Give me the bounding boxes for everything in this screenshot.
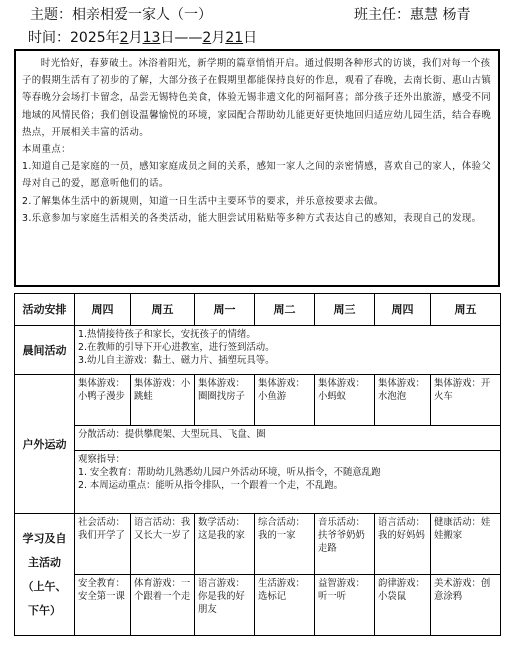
study-am-cell: 社会活动：我们开学了 (75, 514, 131, 575)
outdoor-games-row (15, 375, 501, 426)
study-pm-cell: 美术游戏：创意涂鸦 (431, 575, 501, 636)
corner-cell: 活动安排 (15, 294, 75, 326)
intro-paragraph: 时光恰好，春萝破土。沐浴着阳光，新学期的篇章悄悄开启。通过假期各种形式的访谈，我们对每一个孩子的假期生活有了初步的了解，大部分孩子在假期里都能保持良好的作息，观看了春晚，去南长街、惠山古镇等春晚分会场打卡留念，品尝无锡特色美食，体验无锡非遗文化的阿福阿喜；部分孩子还外出旅游，感受不同地域的风情民俗；我们创设温馨愉悦的环境，家园配合帮助幼儿能更好更快地回归适应幼儿园生活，结合春晚热点，开展相关丰富的活动。 (22, 58, 492, 138)
morning-label: 晨间活动 (15, 326, 75, 375)
study-am-cell: 语言活动：我的好妈妈 (375, 514, 431, 575)
time-day-start: 13 (142, 30, 161, 46)
day-header: 周四 (75, 294, 131, 326)
study-label-line: （上午、 (22, 579, 67, 593)
schedule-table (14, 293, 501, 636)
day-header: 周三 (315, 294, 375, 326)
focus-point-1: 1.知道自己是家庭的一员，感知家庭成员之间的关系，感知一家人之间的亲密情感，喜欢自己的家人，体验父母对自己的爱，愿意听他们的话。 (22, 161, 492, 190)
theme-value: 相亲相爱一家人（一） (72, 7, 212, 23)
guide-item: 2. 本周运动重点：能听从指令排队，一个跟着一个走，不乱跑。 (78, 480, 344, 491)
time-day-unit-end: 日 (243, 30, 258, 46)
day-header: 周一 (195, 294, 255, 326)
study-am-cell: 综合活动：我的一家 (255, 514, 315, 575)
teacher-value: 惠慧 杨青 (410, 7, 471, 23)
time-month-end: 2 (202, 30, 212, 46)
study-label (15, 514, 75, 636)
outdoor-scattered-row (15, 426, 501, 451)
morning-item: 3.幼儿自主游戏：黏土、磁力片、插塑玩具等。 (78, 355, 275, 366)
morning-row (15, 326, 501, 375)
study-am-row (15, 514, 501, 575)
day-header: 周二 (255, 294, 315, 326)
study-pm-cell: 语言游戏：你是我的好朋友 (195, 575, 255, 636)
study-pm-cell: 韵律游戏：小袋鼠 (375, 575, 431, 636)
header-row (15, 294, 501, 326)
study-pm-cell: 益智游戏：听一听 (315, 575, 375, 636)
outdoor-game: 集体游戏：小蚂蚁 (315, 375, 375, 426)
outdoor-label: 户外运动 (15, 375, 75, 514)
study-label-line: 学习及自 (22, 531, 67, 545)
time-line (28, 27, 257, 47)
morning-content (75, 326, 501, 375)
time-month-start: 2 (119, 30, 129, 46)
study-pm-cell: 生活游戏：选标记 (255, 575, 315, 636)
day-header: 周五 (431, 294, 501, 326)
time-month-unit-end: 月 (211, 30, 226, 46)
study-am-cell: 数学活动：这是我的家 (195, 514, 255, 575)
outdoor-guide-row (15, 451, 501, 514)
study-label-line: 主活动 (28, 555, 61, 569)
guide-content (75, 451, 501, 514)
study-label-line: 下午） (28, 603, 61, 617)
intro-box (14, 49, 500, 287)
outdoor-game: 集体游戏：圈圈找房子 (195, 375, 255, 426)
outdoor-game: 集体游戏：小跳蛙 (131, 375, 195, 426)
study-am-cell: 音乐活动：扶爷爷奶奶走路 (315, 514, 375, 575)
study-am-cell: 语言活动：我又长大一岁了 (131, 514, 195, 575)
study-pm-row (15, 575, 501, 636)
outdoor-game: 集体游戏：水泡泡 (375, 375, 431, 426)
teacher-label: 班主任： (354, 7, 410, 23)
guide-item: 1. 安全教育：帮助幼儿熟悉幼儿园户外活动环境，听从指令，不随意乱跑 (78, 467, 381, 478)
time-label: 时间： (28, 30, 70, 46)
study-pm-cell: 体育游戏：一个跟着一个走 (131, 575, 195, 636)
morning-item: 2.在教师的引导下开心进教室，进行签到活动。 (78, 342, 275, 353)
time-month-unit: 月 (128, 30, 143, 46)
time-day-end: 21 (225, 30, 244, 46)
time-year: 2025年 (70, 30, 120, 46)
study-pm-cell: 安全教育：安全第一课 (75, 575, 131, 636)
theme-label: 主题： (30, 7, 72, 23)
focus-point-2: 2.了解集体生活中的新规则，知道一日生活中主要环节的要求，并乐意按要求去做。 (22, 195, 384, 207)
outdoor-game: 集体游戏：小鱼游 (255, 375, 315, 426)
morning-item: 1.热情接待孩子和家长，安抚孩子的情绪。 (78, 329, 256, 340)
focus-point-3: 3.乐意参加与家庭生活相关的各类活动，能大胆尝试用粘贴等多种方式表达自己的感知，表现自己的发现。 (22, 212, 482, 224)
outdoor-game: 集体游戏：小鸭子漫步 (75, 375, 131, 426)
time-day-unit: 日—— (160, 30, 203, 46)
outdoor-game: 集体游戏：开火车 (431, 375, 501, 426)
day-header: 周四 (375, 294, 431, 326)
day-header: 周五 (131, 294, 195, 326)
theme-line (30, 4, 212, 24)
scattered-activity: 分散活动：提供攀爬架、大型玩具、飞盘、圈 (75, 426, 501, 451)
guide-title: 观察指导： (78, 454, 125, 465)
focus-title: 本周重点： (22, 144, 71, 156)
study-am-cell: 健康活动：娃娃搬家 (431, 514, 501, 575)
teacher-line (354, 4, 470, 24)
